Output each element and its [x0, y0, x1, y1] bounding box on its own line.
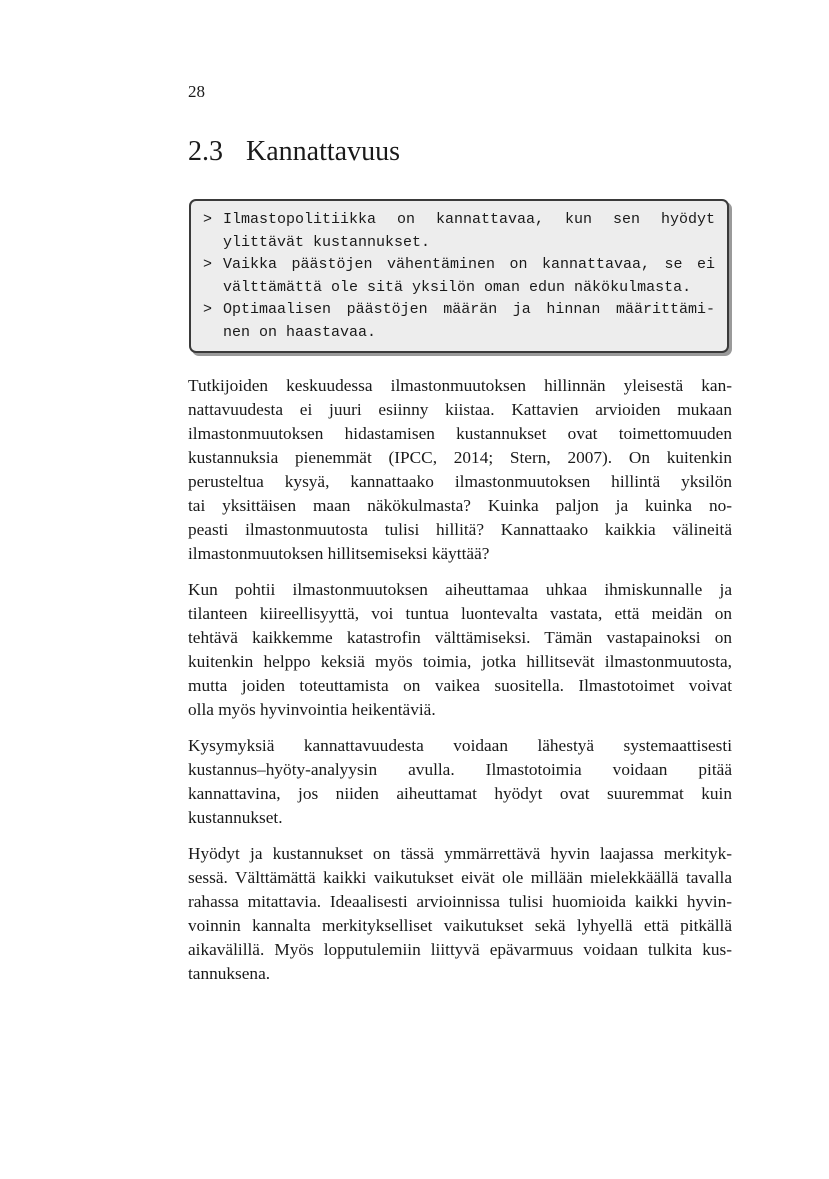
section-heading	[188, 136, 400, 168]
text-line: Kysymyksiä kannattavuudesta voidaan lähestyä systemaattisesti	[188, 736, 732, 755]
text-line: peasti ilmastonmuutosta tulisi hillitä? Kannattaako kaikkia välineitä	[188, 520, 732, 539]
text-line: tehtävä kaikkemme katastrofin välttämiseksi. Tämän vastapainoksi on	[188, 628, 732, 647]
paragraph-3	[188, 734, 732, 830]
text-line: rahassa mitattavia. Ideaalisesti arvioinnissa tulisi huomioida kaikki hyvin-	[188, 892, 732, 911]
text-line: aikavälillä. Myös lopputulemiin liittyvä epävarmuus voidaan tulkita kus-	[188, 940, 732, 959]
summary-text: Vaikka päästöjen vähentäminen on kannattavaa, se ei	[223, 256, 715, 273]
text-line: kuitenkin helppo keksiä myös toimia, jotka hillitsevät ilmastonmuutosta,	[188, 652, 732, 671]
summary-line	[203, 254, 715, 276]
summary-text: nen on haastavaa.	[223, 323, 377, 341]
text-line: kustannus–hyöty-analyysin avulla. Ilmastotoimia voidaan pitää	[188, 760, 732, 779]
text-line: mutta joiden toteuttamista on vaikea suositella. Ilmastotoimet voivat	[188, 676, 732, 695]
section-number: 2.3	[188, 136, 223, 167]
bullet-marker: >	[203, 301, 213, 318]
text-line: tannuksena.	[188, 964, 271, 983]
text-line: Hyödyt ja kustannukset on tässä ymmärrettävä hyvin laajassa merkityk-	[188, 844, 732, 863]
summary-line	[203, 209, 715, 231]
text-line: ilmastonmuutoksen hillitsemiseksi käyttää?	[188, 544, 490, 563]
page-number: 28	[188, 82, 205, 101]
text-line: perusteltua kysyä, kannattaako ilmastonmuutoksen hillintä yksilön	[188, 472, 732, 491]
summary-text: välttämättä ole sitä yksilön oman edun näkökulmasta.	[223, 278, 692, 296]
summary-text: ylittävät kustannukset.	[223, 233, 431, 251]
text-line: kustannukset.	[188, 808, 283, 827]
summary-line	[203, 299, 715, 321]
text-line: olla myös hyvinvointia heikentäviä.	[188, 700, 436, 719]
summary-text: Optimaalisen päästöjen määrän ja hinnan määrittämi-	[223, 301, 715, 318]
text-line: tilanteen kiireellisyyttä, voi tuntua luontevalta vastata, että meidän on	[188, 604, 732, 623]
section-title: Kannattavuus	[246, 136, 400, 167]
text-line: ilmastonmuutoksen hidastamisen kustannukset ovat toimettomuuden	[188, 424, 732, 443]
summary-box	[189, 199, 729, 353]
bullet-marker: >	[203, 256, 213, 273]
summary-line	[203, 277, 715, 299]
summary-line	[203, 322, 715, 344]
text-line: sessä. Välttämättä kaikki vaikutukset eivät ole millään mielekkäällä tavalla	[188, 868, 732, 887]
paragraph-1	[188, 374, 732, 566]
bullet-marker: >	[203, 211, 213, 228]
paragraph-2	[188, 578, 732, 722]
text-line: kannattavina, jos niiden aiheuttamat hyödyt ovat suuremmat kuin	[188, 784, 732, 803]
text-line: Tutkijoiden keskuudessa ilmastonmuutoksen hillinnän yleisestä kan-	[188, 376, 732, 395]
summary-text: Ilmastopolitiikka on kannattavaa, kun sen hyödyt	[223, 211, 715, 228]
text-line: nattavuudesta ei juuri esiinny kiistaa. Kattavien arvioiden mukaan	[188, 400, 732, 419]
summary-line	[203, 232, 715, 254]
text-line: tai yksittäisen maan näkökulmasta? Kuinka paljon ja kuinka no-	[188, 496, 732, 515]
text-line: Kun pohtii ilmastonmuutoksen aiheuttamaa uhkaa ihmiskunnalle ja	[188, 580, 732, 599]
paragraph-4	[188, 842, 732, 986]
text-line: voinnin kannalta merkitykselliset vaikutukset sekä lyhyellä että pitkällä	[188, 916, 732, 935]
text-line: kustannuksia pienemmät (IPCC, 2014; Stern, 2007). On kuitenkin	[188, 448, 732, 467]
